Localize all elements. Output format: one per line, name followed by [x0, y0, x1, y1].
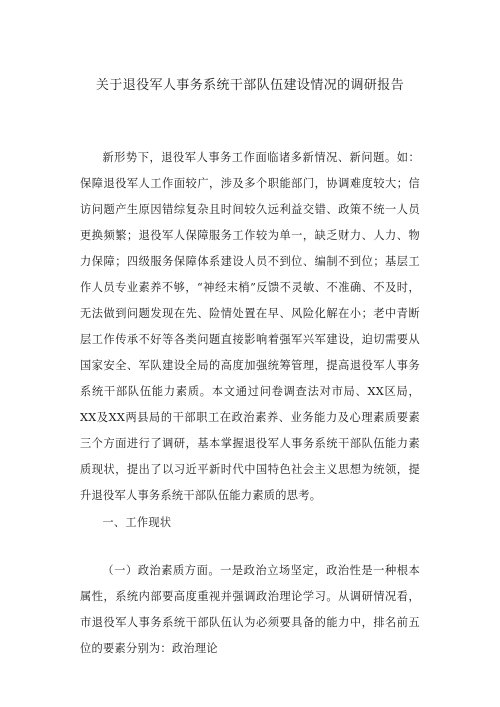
section-heading-work-status: 一、工作现状 [102, 516, 172, 529]
document-title: 关于退役军人事务系统干部队伍建设情况的调研报告 [95, 78, 405, 93]
intro-paragraph: 新形势下，退役军人事务工作面临诸多新情况、新问题。如：保障退役军人工作面较广，涉及多个职能部门，协调难度较大；信访问题产生原因错综复杂且时间较久远利益交错、政策不统一人员更换频繁；退役军人保障服务工作较为单一，缺乏财力、人力、物力保障；四级服务保障体系建设人员不到位、编制不到位；基层工作人员专业素养不够，“神经末梢”反馈不灵敏、不准确、不及时，无法做到问题发现在先、险情处置在早、风险化解在小；老中青断层工作传承不好等各类问题直接影响着强军兴军建设，迫切需要从国家安全、军队建设全局的高度加强统筹管理，提高退役军人事务系统干部队伍能力素质。本文通过问卷调查法对市局、XX区局，XX及XX两县局的干部职工在政治素养、业务能力及心理素质要素三个方面进行了调研，基本掌握退役军人事务系统干部队伍能力素质现状，提出了以习近平新时代中国特色社会主义思想为统领，提升退役军人事务系统干部队伍能力素质的思考。 [80, 151, 420, 502]
section-paragraph-political-quality: （一）政治素质方面。一是政治立场坚定，政治性是一种根本属性，系统内部要高度重视并强调政治理论学习。从调研情况看，市退役军人事务系统干部队伍认为必须要具备的能力中，排名前五位的要素分别为：政治理论 [80, 564, 420, 655]
